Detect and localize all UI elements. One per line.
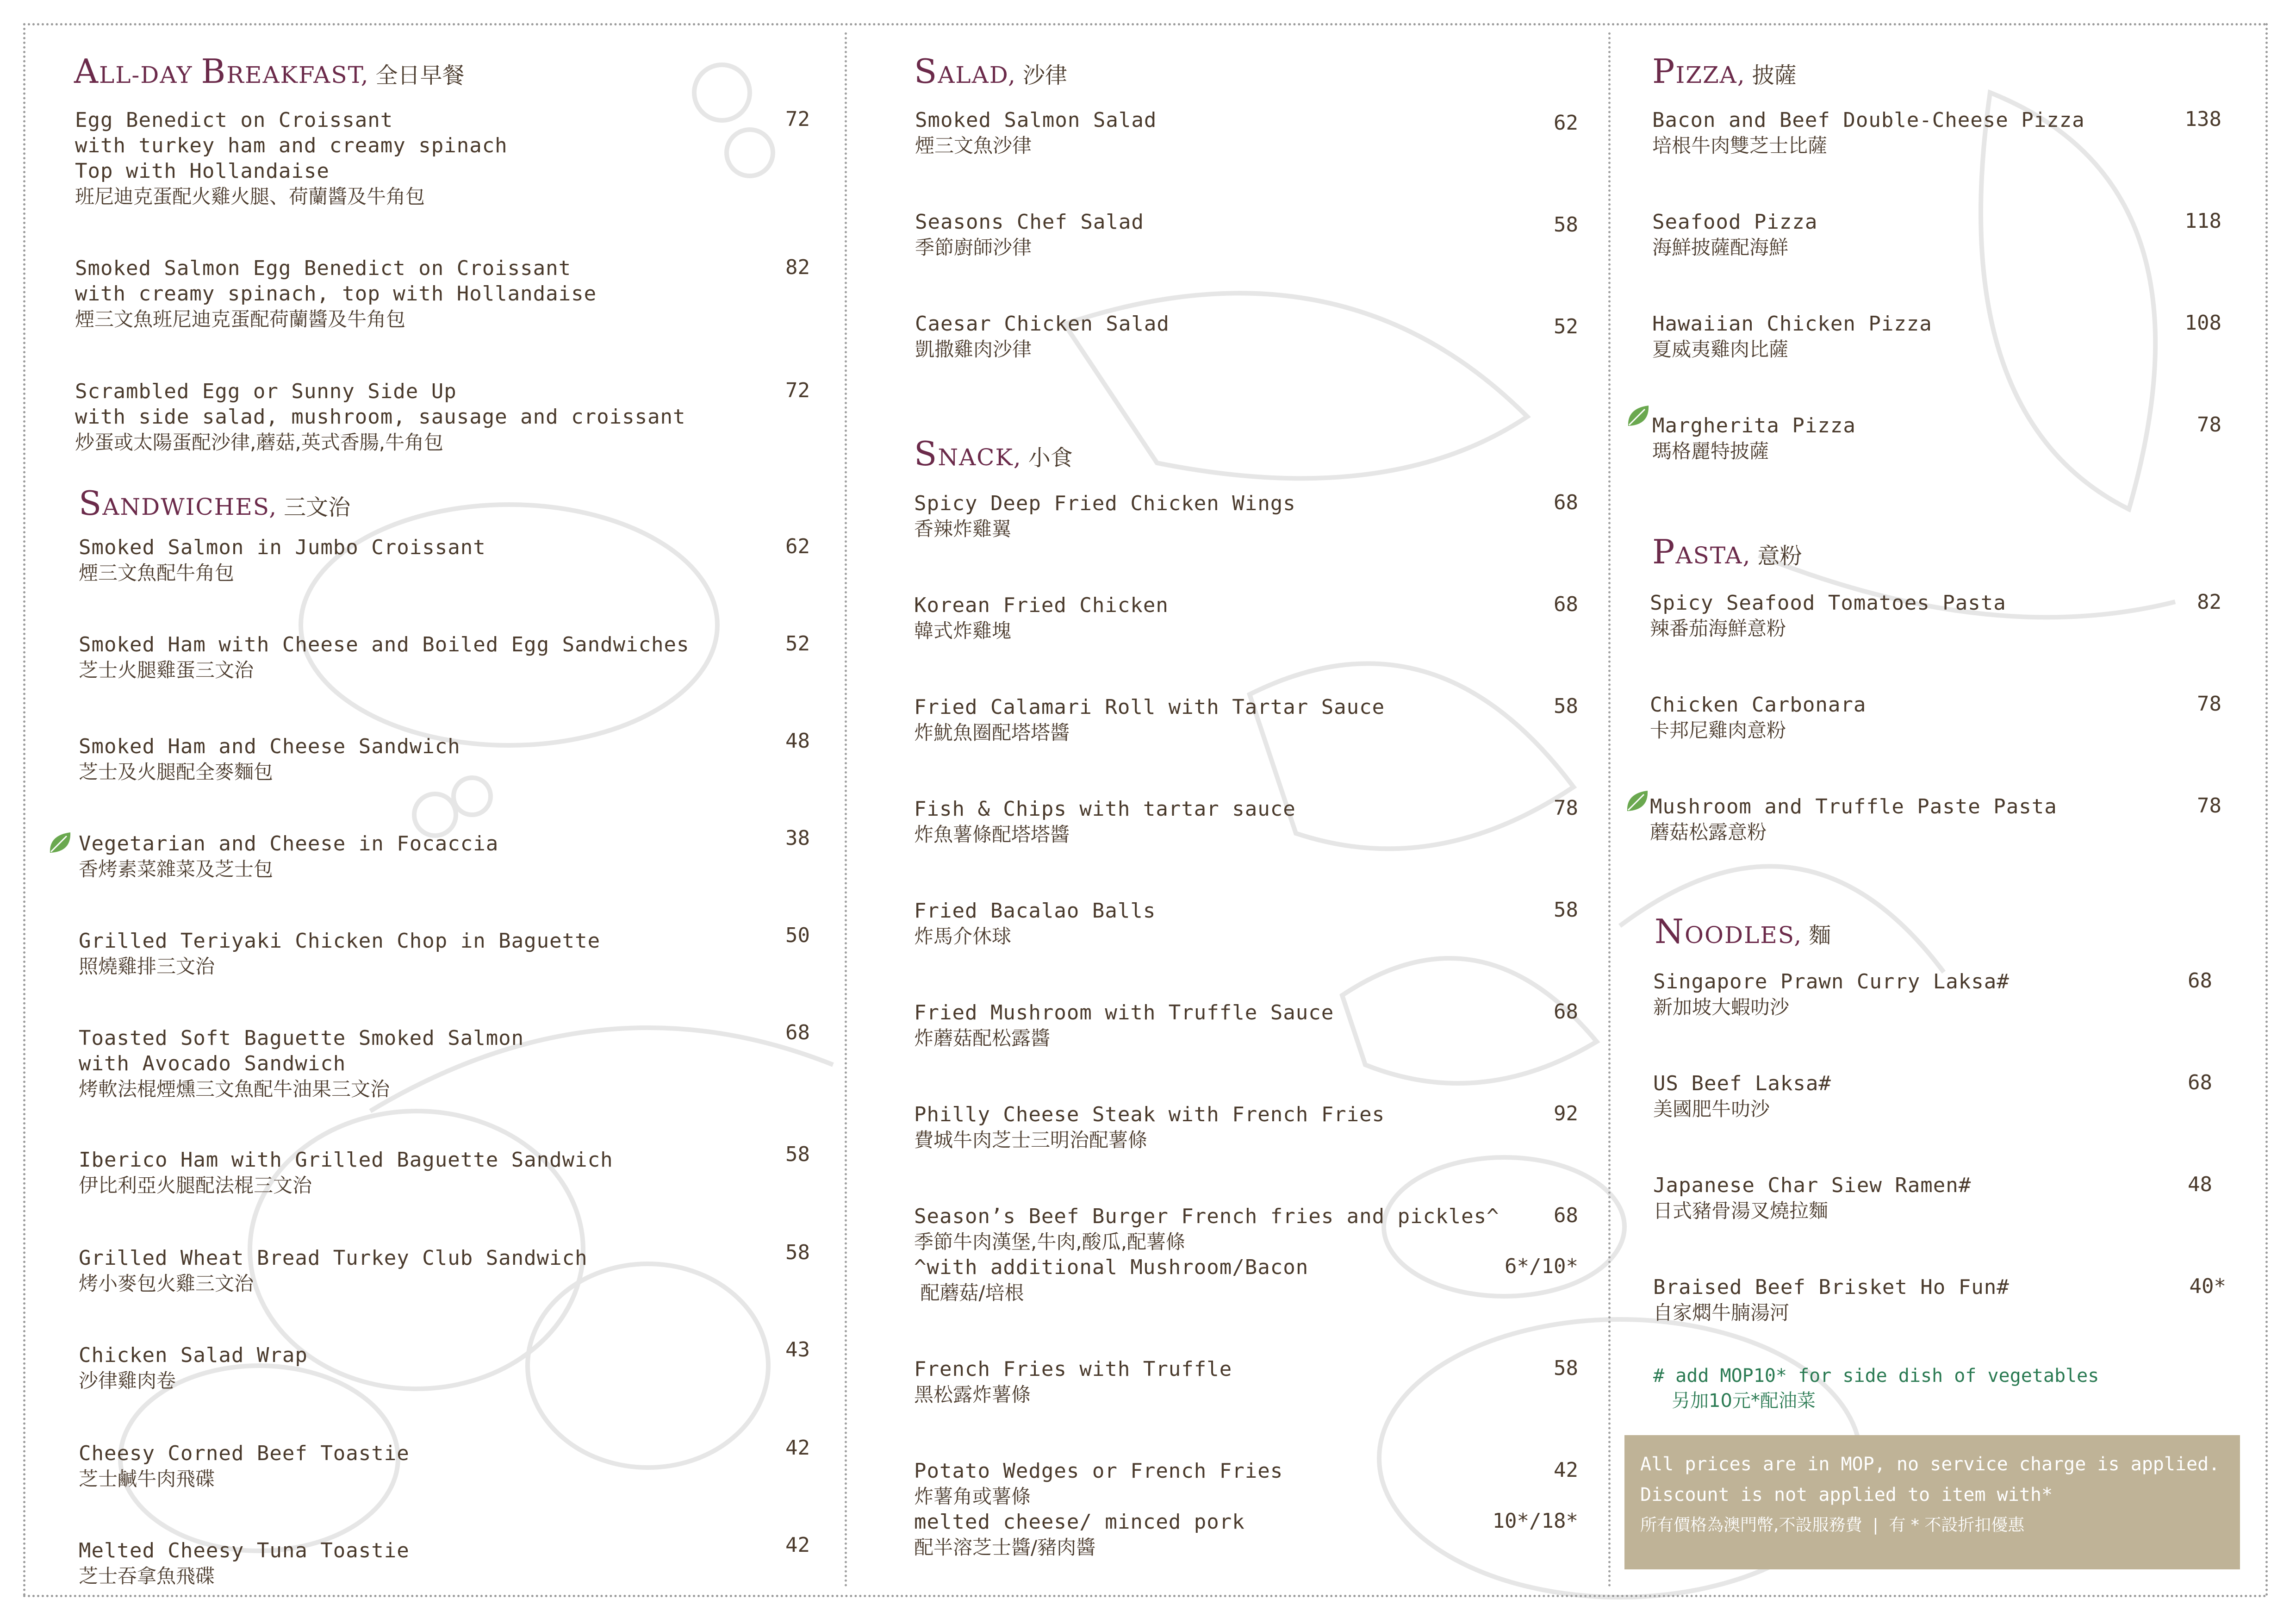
item-name: Smoked Ham and Cheese Sandwich (79, 735, 460, 758)
item-name: Fried Mushroom with Truffle Sauce (914, 1001, 1334, 1024)
menu-item (914, 1204, 1500, 1305)
item-name: Braised Beef Brisket Ho Fun# (1653, 1275, 2010, 1299)
item-name: Scrambled Egg or Sunny Side Up with side salad, mushroom, sausage and croissant (75, 380, 686, 429)
item-price: 78 (2197, 413, 2221, 437)
item-price: 42 (785, 1533, 810, 1557)
menu-item (1653, 1071, 1831, 1122)
item-name-chinese: 煙三文魚配牛角包 (79, 562, 235, 584)
noodles-note (1653, 1363, 2099, 1413)
menu-item (915, 209, 1144, 260)
item-name-chinese: 炸蘑菇配松露醬 (914, 1027, 1051, 1049)
menu-item (1650, 794, 2057, 845)
item-name: Season’s Beef Burger French fries and pickles^ (914, 1205, 1500, 1228)
item-name: Smoked Ham with Cheese and Boiled Egg Sandwiches (79, 633, 690, 656)
item-name: Egg Benedict on Croissant with turkey ham and creamy spinach Top with Hollandaise (75, 108, 508, 183)
item-price: 62 (785, 535, 810, 558)
item-name-chinese: 炒蛋或太陽蛋配沙律,蘑菇,英式香腸,牛角包 (75, 431, 444, 454)
item-name: French Fries with Truffle (914, 1357, 1232, 1381)
menu-item (914, 1356, 1232, 1407)
note-text-chinese: 另加10元*配油菜 (1672, 1390, 1816, 1412)
item-name: Singapore Prawn Curry Laksa# (1653, 970, 2010, 993)
item-name-chinese: 蘑菇松露意粉 (1650, 821, 1767, 843)
leaf-icon (1624, 787, 1651, 815)
price-info-box (1624, 1435, 2240, 1569)
item-name: Caesar Chicken Salad (915, 312, 1170, 336)
menu-item (75, 379, 686, 455)
menu-item (79, 928, 600, 979)
menu-item (79, 1245, 588, 1296)
leaf-icon (1624, 402, 1652, 430)
section-title-sandwiches: SANDWICHES, 三文治 (79, 484, 351, 523)
menu-item (914, 1458, 1283, 1560)
item-price: 58 (1554, 694, 1578, 718)
item-name: Vegetarian and Cheese in Focaccia (79, 832, 499, 856)
item-price: 50 (785, 924, 810, 947)
menu-item (79, 1538, 410, 1589)
column-divider (845, 32, 847, 1588)
item-price: 48 (785, 729, 810, 753)
discount-info-line: Discount is not applied to item with* (1640, 1484, 2053, 1505)
item-price: 82 (2197, 590, 2221, 614)
menu-item (915, 311, 1170, 362)
item-name: Iberico Ham with Grilled Baguette Sandwich (79, 1148, 613, 1172)
item-price: 68 (1554, 491, 1578, 514)
item-name-chinese: 照燒雞排三文治 (79, 955, 215, 978)
item-name-chinese: 夏威夷雞肉比薩 (1652, 338, 1789, 361)
item-name: Toasted Soft Baguette Smoked Salmon with Avocado Sandwich (79, 1026, 524, 1075)
menu-item (1650, 692, 1866, 743)
item-name: Smoked Salmon Egg Benedict on Croissant with creamy spinach, top with Hollandaise (75, 256, 597, 306)
item-name-chinese: 香烤素菜雜菜及芝士包 (79, 858, 274, 881)
item-name: Philly Cheese Steak with French Fries (914, 1103, 1385, 1126)
item-name-chinese: 芝士鹹牛肉飛碟 (79, 1468, 215, 1490)
item-name-chinese: 芝士火腿雞蛋三文治 (79, 659, 254, 681)
section-title-snack: SNACK, 小食 (914, 434, 1073, 473)
menu-item (914, 1102, 1385, 1153)
item-price: 58 (1554, 213, 1578, 237)
menu-item (79, 831, 498, 882)
price-info-line: All prices are in MOP, no service charge is applied. (1640, 1454, 2220, 1475)
section-title-pizza: PIZZA, 披薩 (1652, 52, 1797, 91)
item-price: 38 (785, 826, 810, 850)
item-name-chinese: 炸馬介休球 (914, 925, 1012, 948)
menu-item (79, 1441, 410, 1492)
item-name-chinese: 季節牛肉漢堡,牛肉,酸瓜,配薯條 (914, 1230, 1186, 1253)
item-name-chinese: 烤軟法棍煙燻三文魚配牛油果三文治 (79, 1078, 390, 1100)
item-name: Melted Cheesy Tuna Toastie (79, 1539, 410, 1562)
item-price: 40* (2189, 1274, 2226, 1298)
section-title-salad: SALAD, 沙律 (914, 52, 1067, 91)
item-name: Margherita Pizza (1652, 414, 1856, 437)
item-price: 108 (2184, 311, 2221, 335)
item-price: 62 (1554, 111, 1578, 135)
menu-item (914, 694, 1385, 745)
section-title-noodles: NOODLES, 麵 (1655, 912, 1831, 951)
item-name: US Beef Laksa# (1653, 1072, 1831, 1095)
item-name: Korean Fried Chicken (914, 593, 1169, 617)
item-name-chinese: 凱撒雞肉沙律 (915, 338, 1032, 361)
item-name-chinese: 韓式炸雞塊 (914, 619, 1012, 642)
item-price: 78 (2197, 794, 2221, 818)
item-name: Grilled Wheat Bread Turkey Club Sandwich (79, 1246, 588, 1270)
menu-item (1652, 107, 2085, 158)
item-name-chinese: 煙三文魚班尼迪克蛋配荷蘭醬及牛角包 (75, 308, 406, 331)
item-name: Seasons Chef Salad (915, 210, 1144, 234)
item-price: 58 (1554, 1356, 1578, 1380)
item-name-chinese: 季節廚師沙律 (915, 236, 1032, 259)
item-price: 58 (785, 1241, 810, 1264)
menu-item (1652, 311, 1932, 362)
item-addon-chinese: 配蘑菇/培根 (914, 1281, 1024, 1304)
item-name-chinese: 沙律雞肉卷 (79, 1369, 176, 1392)
menu-item (1653, 969, 2010, 1020)
item-addon: melted cheese/ minced pork (914, 1510, 1245, 1534)
item-name: Chicken Salad Wrap (79, 1343, 308, 1367)
item-name-chinese: 炸魚薯條配塔塔醬 (914, 823, 1070, 846)
item-name: Japanese Char Siew Ramen# (1653, 1174, 1972, 1197)
item-name: Smoked Salmon Salad (915, 108, 1157, 132)
item-name: Seafood Pizza (1652, 210, 1818, 234)
item-price: 68 (1554, 1000, 1578, 1024)
item-name-chinese: 新加坡大蝦叻沙 (1653, 996, 1790, 1018)
item-name-chinese: 芝士及火腿配全麥麵包 (79, 761, 274, 783)
menu-item (914, 796, 1296, 847)
item-price: 58 (785, 1143, 810, 1166)
item-name-chinese: 炸薯角或薯條 (914, 1485, 1031, 1508)
item-price: 42 (1554, 1458, 1578, 1482)
item-name-chinese: 烤小麥包火雞三文治 (79, 1272, 254, 1295)
menu-item (914, 593, 1169, 643)
item-name-chinese: 瑪格麗特披薩 (1652, 440, 1769, 462)
item-name-chinese: 班尼迪克蛋配火雞火腿、荷蘭醬及牛角包 (75, 185, 425, 208)
note-text: # add MOP10* for side dish of vegetables (1653, 1365, 2099, 1387)
item-price: 82 (785, 256, 810, 279)
item-price: 68 (785, 1021, 810, 1044)
item-name-chinese: 煙三文魚沙律 (915, 134, 1032, 157)
item-name: Fried Bacalao Balls (914, 899, 1156, 923)
menu-item (1652, 209, 1817, 260)
item-name-chinese: 香辣炸雞翼 (914, 518, 1012, 540)
menu-item (79, 632, 690, 683)
item-name: Cheesy Corned Beef Toastie (79, 1442, 410, 1465)
menu-item (914, 491, 1296, 542)
item-name-chinese: 自家燜牛腩湯河 (1653, 1301, 1790, 1324)
item-name: Grilled Teriyaki Chicken Chop in Baguette (79, 929, 601, 953)
item-price: 92 (1554, 1102, 1578, 1125)
section-title-pasta: PASTA, 意粉 (1652, 532, 1802, 571)
item-price: 68 (2188, 1071, 2212, 1094)
item-name-chinese: 辣番茄海鮮意粉 (1650, 617, 1786, 640)
leaf-icon (46, 829, 74, 856)
menu-item (79, 734, 460, 785)
item-name-chinese: 黑松露炸薯條 (914, 1383, 1031, 1406)
menu-item (75, 107, 508, 209)
item-price: 78 (2197, 692, 2221, 716)
menu-item (1653, 1173, 1971, 1224)
item-name: Spicy Seafood Tomatoes Pasta (1650, 591, 2006, 615)
item-price: 68 (1554, 1204, 1578, 1227)
item-price: 43 (785, 1338, 810, 1362)
item-price: 68 (2188, 969, 2212, 993)
item-price: 42 (785, 1436, 810, 1460)
menu-item (1652, 413, 1856, 464)
item-name-chinese: 培根牛肉雙芝士比薩 (1652, 134, 1828, 157)
item-name: Chicken Carbonara (1650, 693, 1867, 717)
menu-item (915, 107, 1157, 158)
item-name: Fish & Chips with tartar sauce (914, 797, 1296, 821)
item-name-chinese: 伊比利亞火腿配法棍三文治 (79, 1174, 312, 1197)
column-divider (1608, 32, 1611, 1588)
info-line-chinese: 所有價格為澳門幣,不設服務費 | 有 * 不設折扣優惠 (1640, 1516, 2025, 1535)
item-name-chinese: 炸魷魚圈配塔塔醬 (914, 721, 1070, 744)
item-addon-chinese: 配半溶芝士醬/豬肉醬 (914, 1536, 1096, 1559)
item-price: 68 (1554, 593, 1578, 616)
item-addon-price: 10*/18* (1492, 1509, 1578, 1533)
menu-item (75, 256, 597, 332)
item-name-chinese: 海鮮披薩配海鮮 (1652, 236, 1789, 259)
item-name: Smoked Salmon in Jumbo Croissant (79, 536, 486, 559)
item-name-chinese: 日式豬骨湯叉燒拉麵 (1653, 1199, 1829, 1222)
item-name-chinese: 卡邦尼雞肉意粉 (1650, 719, 1786, 742)
menu-item (914, 898, 1156, 949)
menu-item (914, 1000, 1334, 1051)
item-name-chinese: 費城牛肉芝士三明治配薯條 (914, 1129, 1148, 1151)
item-price: 58 (1554, 898, 1578, 922)
item-addon-price: 6*/10* (1505, 1255, 1578, 1278)
menu-item (79, 1343, 308, 1393)
item-price: 118 (2184, 209, 2221, 233)
item-name: Spicy Deep Fried Chicken Wings (914, 492, 1296, 515)
menu-item (79, 1147, 613, 1198)
item-name: Potato Wedges or French Fries (914, 1459, 1283, 1483)
item-price: 52 (785, 632, 810, 656)
menu-item (1653, 1274, 2010, 1325)
menu-item (1650, 590, 2006, 641)
item-price: 52 (1554, 315, 1578, 338)
item-price: 72 (785, 379, 810, 402)
menu-item (79, 1025, 524, 1102)
item-name: Mushroom and Truffle Paste Pasta (1650, 795, 2057, 818)
item-price: 48 (2188, 1173, 2212, 1196)
item-price: 72 (785, 107, 810, 131)
item-name-chinese: 美國肥牛叻沙 (1653, 1098, 1770, 1120)
item-name: Hawaiian Chicken Pizza (1652, 312, 1932, 336)
item-name: Bacon and Beef Double-Cheese Pizza (1652, 108, 2085, 132)
item-name-chinese: 芝士吞拿魚飛碟 (79, 1565, 215, 1587)
item-name: Fried Calamari Roll with Tartar Sauce (914, 695, 1385, 719)
section-title-breakfast: ALL-DAY BREAKFAST, 全日早餐 (74, 52, 465, 91)
item-addon: ^with additional Mushroom/Bacon (914, 1255, 1309, 1279)
item-price: 138 (2184, 107, 2221, 131)
menu-item (79, 535, 486, 586)
item-price: 78 (1554, 796, 1578, 820)
